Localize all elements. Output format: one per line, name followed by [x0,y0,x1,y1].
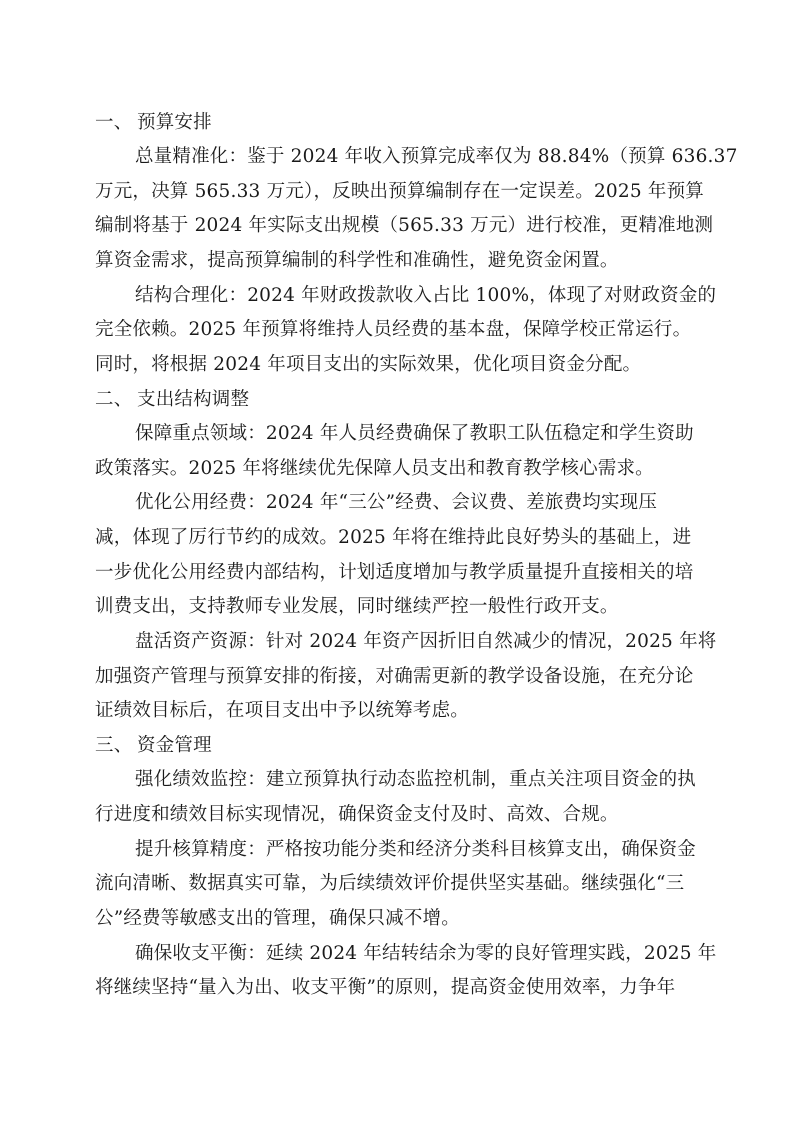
section-number: 一、 [95,112,133,133]
section-number: 三、 [95,735,133,756]
paragraph-line: 总量精准化：鉴于 2024 年收入预算完成率仅为 88.84%（预算 636.37 [135,146,738,167]
paragraph-line: 确保收支平衡：延续 2024 年结转结余为零的良好管理实践，2025 年 [135,943,717,964]
paragraph-line: 保障重点领域：2024 年人员经费确保了教职工队伍稳定和学生资助 [135,423,694,444]
section-title: 资金管理 [137,735,212,756]
section-title: 支出结构调整 [137,389,250,410]
paragraph-line: 提升核算精度：严格按功能分类和经济分类科目核算支出，确保资金 [135,839,697,860]
paragraph-line: 优化公用经费：2024 年“三公”经费、会议费、差旅费均实现压 [135,492,658,513]
paragraph-line: 加强资产管理与预算安排的衔接，对确需更新的教学设备设施，在充分论 [95,666,694,687]
paragraph-line: 盘活资产资源：针对 2024 年资产因折旧自然减少的情况，2025 年将 [135,631,717,652]
paragraph-line: 同时，将根据 2024 年项目支出的实际效果，优化项目资金分配。 [95,354,642,375]
paragraph-line: 公”经费等敏感支出的管理，确保只减不增。 [95,908,460,929]
section-heading [95,111,212,135]
paragraph-line: 将继续坚持“量入为出、收支平衡”的原则，提高资金使用效率，力争年 [95,977,676,998]
paragraph-line: 完全依赖。2025 年预算将维持人员经费的基本盘，保障学校正常运行。 [95,319,692,340]
paragraph-line: 一步优化公用经费内部结构，计划适度增加与教学质量提升直接相关的培 [95,562,694,583]
paragraph-line: 结构合理化：2024 年财政拨款收入占比 100%，体现了对财政资金的 [135,285,717,306]
section-number: 二、 [95,389,133,410]
paragraph-line: 训费支出，支持教师专业发展，同时继续严控一般性行政开支。 [95,596,619,617]
section-title: 预算安排 [137,112,212,133]
section-heading [95,388,249,412]
paragraph-line: 算资金需求，提高预算编制的科学性和准确性，避免资金闲置。 [95,250,619,271]
paragraph-line: 证绩效目标后，在项目支出中予以统筹考虑。 [95,700,470,721]
paragraph-line: 减，体现了厉行节约的成效。2025 年将在维持此良好势头的基础上，进 [95,527,692,548]
paragraph-line: 流向清晰、数据真实可靠，为后续绩效评价提供坚实基础。继续强化“三 [95,873,685,894]
section-heading [95,734,212,758]
paragraph-line: 编制将基于 2024 年实际支出规模（565.33 万元）进行校准，更精准地测 [95,215,714,236]
paragraph-line: 行进度和绩效目标实现情况，确保资金支付及时、高效、合规。 [95,804,619,825]
paragraph-line: 万元，决算 565.33 万元），反映出预算编制存在一定误差。2025 年预算 [95,181,705,202]
paragraph-line: 政策落实。2025 年将继续优先保障人员支出和教育教学核心需求。 [95,458,654,479]
paragraph-line: 强化绩效监控：建立预算执行动态监控机制，重点关注项目资金的执 [135,769,697,790]
